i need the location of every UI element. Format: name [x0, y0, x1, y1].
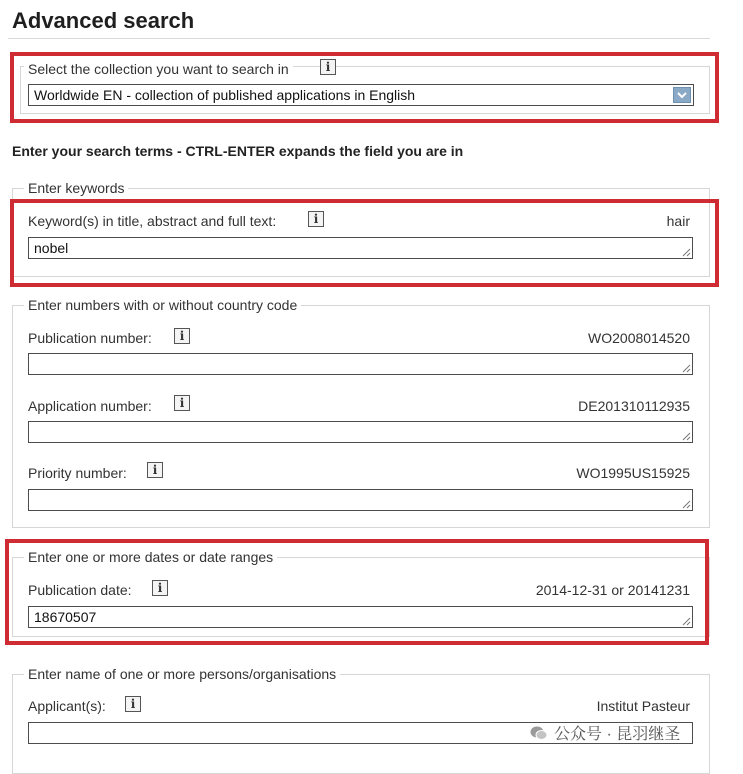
priority-number-hint: WO1995US15925: [576, 465, 690, 481]
application-number-info-icon[interactable]: i: [174, 395, 190, 411]
watermark-text: 公众号 · 昆羽继圣: [554, 726, 681, 743]
publication-date-value: 18670507: [34, 609, 97, 625]
keywords-legend: Enter keywords: [24, 180, 128, 196]
watermark: [530, 721, 680, 744]
persons-legend: Enter name of one or more persons/organisations: [24, 666, 340, 682]
keywords-label: Keyword(s) in title, abstract and full text:: [28, 213, 277, 229]
collection-info-icon[interactable]: i: [320, 59, 336, 75]
title-divider: [8, 38, 710, 39]
publication-date-info-icon[interactable]: i: [152, 580, 168, 596]
resize-grip-icon[interactable]: [682, 432, 691, 441]
priority-number-info-icon[interactable]: i: [147, 462, 163, 478]
numbers-legend: Enter numbers with or without country code: [24, 297, 301, 313]
page-title: Advanced search: [12, 8, 195, 33]
publication-date-hint: 2014-12-31 or 20141231: [535, 582, 690, 598]
dates-highlight-box: [5, 539, 709, 645]
priority-number-label: Priority number:: [28, 465, 127, 481]
collection-select-value: Worldwide EN - collection of published applications in English: [34, 87, 416, 103]
application-number-input[interactable]: [28, 421, 693, 443]
application-number-hint: DE201310112935: [578, 398, 690, 414]
applicants-info-icon[interactable]: i: [125, 696, 141, 712]
application-number-label: Application number:: [28, 398, 152, 414]
publication-number-input[interactable]: [28, 353, 693, 375]
applicants-hint: Institut Pasteur: [596, 698, 690, 714]
collection-highlight-box: [10, 52, 719, 123]
priority-number-input[interactable]: [28, 489, 693, 511]
dates-legend: Enter one or more dates or date ranges: [24, 549, 277, 565]
applicants-label: Applicant(s):: [28, 698, 106, 714]
keywords-info-icon[interactable]: i: [308, 211, 324, 227]
publication-number-label: Publication number:: [28, 330, 152, 346]
resize-grip-icon[interactable]: [682, 500, 691, 509]
keywords-input-value: nobel: [34, 240, 69, 256]
resize-grip-icon[interactable]: [682, 364, 691, 373]
keywords-hint: hair: [666, 213, 690, 229]
publication-date-label: Publication date:: [28, 582, 132, 598]
publication-number-hint: WO2008014520: [588, 330, 690, 346]
publication-number-info-icon[interactable]: i: [174, 328, 190, 344]
wechat-icon: [530, 725, 548, 741]
search-terms-heading: Enter your search terms - CTRL-ENTER expands the field you are in: [12, 143, 464, 159]
collection-legend: Select the collection you want to search in: [24, 61, 293, 77]
keywords-highlight-box: [10, 199, 719, 287]
